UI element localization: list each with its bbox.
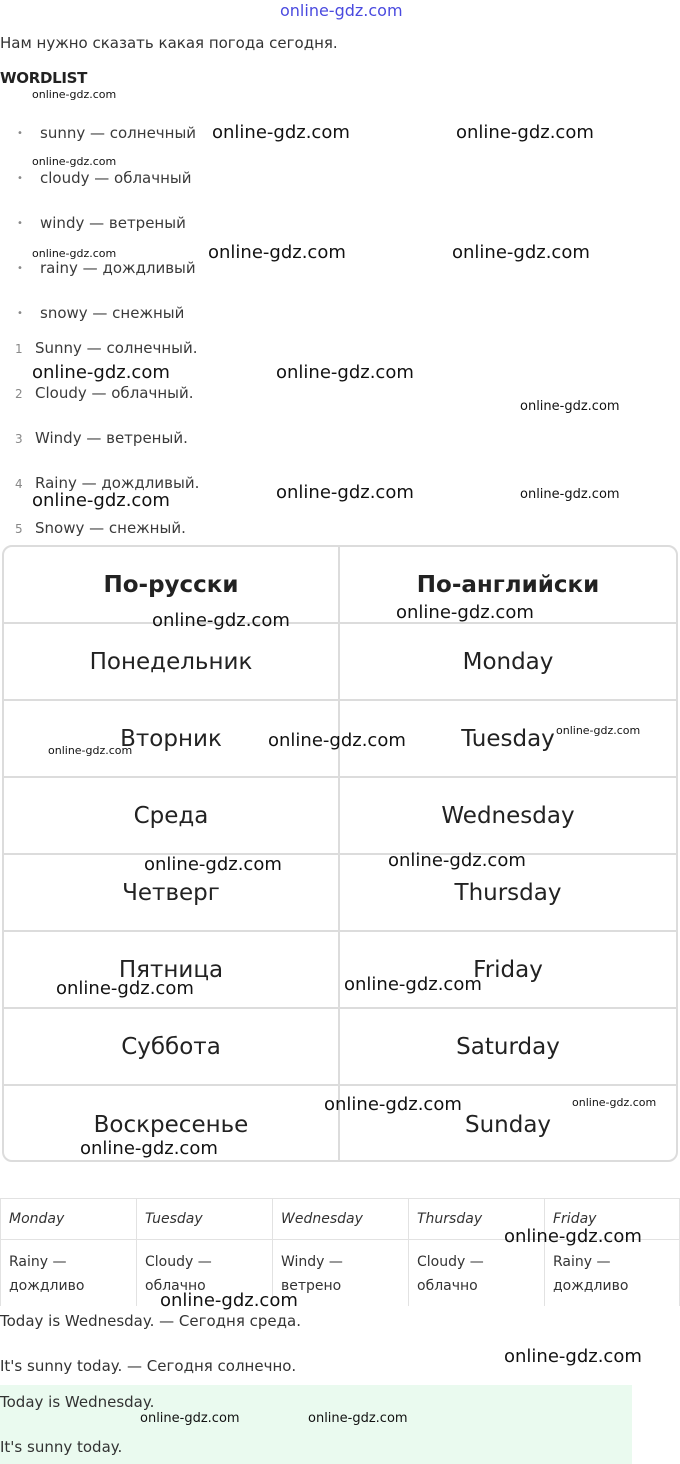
weather-day-header: Wednesday: [273, 1199, 408, 1240]
table-cell: Понедельник: [4, 624, 340, 699]
table-cell: Wednesday: [441, 802, 575, 829]
watermark: online-gdz.com: [388, 850, 526, 871]
watermark: online-gdz.com: [520, 399, 620, 414]
watermark: online-gdz.com: [456, 122, 594, 143]
watermark: online-gdz.com: [32, 247, 117, 260]
table-cell: Saturday: [456, 1033, 560, 1060]
list-number: 4: [15, 477, 23, 491]
bullet-icon: •: [17, 308, 23, 319]
numbered-item: Cloudy — облачный.: [35, 384, 194, 402]
wordlist-item: sunny — солнечный: [40, 124, 197, 142]
watermark: online-gdz.com: [32, 362, 170, 383]
watermark: online-gdz.com: [452, 242, 590, 263]
top-watermark: online-gdz.com: [280, 1, 403, 20]
highlight-line: It's sunny today.: [0, 1438, 123, 1456]
weather-line: Windy —: [281, 1254, 343, 1270]
weather-line: облачно: [145, 1278, 206, 1294]
watermark: online-gdz.com: [268, 730, 406, 751]
watermark: online-gdz.com: [556, 724, 641, 737]
weather-day-header: Thursday: [409, 1199, 544, 1240]
list-number: 3: [15, 432, 23, 446]
days-table: [2, 545, 678, 1162]
weather-column: [0, 1198, 136, 1306]
intro-text: Нам нужно сказать какая погода сегодня.: [0, 34, 338, 52]
watermark: online-gdz.com: [308, 1411, 408, 1426]
watermark: online-gdz.com: [152, 610, 290, 631]
answer-line: It's sunny today. — Сегодня солнечно.: [0, 1357, 297, 1375]
weather-line: ветрено: [281, 1278, 342, 1294]
table-cell: Воскресенье: [4, 1086, 340, 1162]
bullet-icon: •: [17, 263, 23, 274]
watermark: online-gdz.com: [504, 1226, 642, 1247]
watermark: online-gdz.com: [160, 1290, 298, 1311]
watermark: online-gdz.com: [56, 978, 194, 999]
bullet-icon: •: [17, 128, 23, 139]
weather-line: облачно: [417, 1278, 478, 1294]
wordlist-title: WORDLIST: [0, 69, 88, 87]
wordlist-item: windy — ветреный: [40, 214, 186, 232]
watermark: online-gdz.com: [208, 242, 346, 263]
numbered-item: Rainy — дождливый.: [35, 474, 200, 492]
table-header-russian: По-русски: [4, 547, 340, 622]
table-header-english: По-английски: [416, 571, 600, 598]
table-row: [4, 855, 676, 932]
bullet-icon: •: [17, 218, 23, 229]
table-cell: Четверг: [4, 855, 340, 930]
list-number: 5: [15, 522, 23, 536]
watermark: online-gdz.com: [572, 1096, 657, 1109]
weather-day-header: Friday: [545, 1199, 679, 1240]
table-cell: Monday: [462, 648, 554, 675]
watermark: online-gdz.com: [212, 122, 350, 143]
watermark: online-gdz.com: [276, 482, 414, 503]
table-header-row: [4, 547, 676, 624]
watermark: online-gdz.com: [80, 1138, 218, 1159]
table-cell: Friday: [473, 956, 543, 983]
table-row: [4, 624, 676, 701]
watermark: online-gdz.com: [396, 602, 534, 623]
watermark: online-gdz.com: [48, 744, 133, 757]
watermark: online-gdz.com: [324, 1094, 462, 1115]
weather-cell: [545, 1240, 679, 1298]
answer-line: Today is Wednesday. — Сегодня среда.: [0, 1312, 301, 1330]
table-cell: Пятница: [4, 932, 340, 1007]
wordlist-item: snowy — снежный: [40, 304, 185, 322]
watermark: online-gdz.com: [32, 88, 117, 101]
weather-day-header: Monday: [1, 1199, 136, 1240]
weather-column: [408, 1198, 544, 1306]
numbered-item: Sunny — солнечный.: [35, 339, 198, 357]
weather-line: Cloudy —: [417, 1254, 484, 1270]
watermark: online-gdz.com: [520, 487, 620, 502]
watermark: online-gdz.com: [276, 362, 414, 383]
watermark: online-gdz.com: [140, 1411, 240, 1426]
weather-table: [0, 1198, 680, 1306]
numbered-item: Snowy — снежный.: [35, 519, 186, 537]
list-number: 2: [15, 387, 23, 401]
table-cell: Thursday: [454, 879, 562, 906]
highlight-line: Today is Wednesday.: [0, 1393, 155, 1411]
weather-cell: [1, 1240, 136, 1298]
weather-line: дождливо: [553, 1278, 629, 1294]
watermark: online-gdz.com: [144, 854, 282, 875]
watermark: online-gdz.com: [32, 490, 170, 511]
weather-column: [544, 1198, 680, 1306]
weather-cell: [409, 1240, 544, 1298]
weather-line: Rainy —: [9, 1254, 67, 1270]
bullet-icon: •: [17, 173, 23, 184]
watermark: online-gdz.com: [344, 974, 482, 995]
table-cell: Tuesday: [461, 725, 555, 752]
table-row: [4, 778, 676, 855]
wordlist-item: rainy — дождливый: [40, 259, 196, 277]
list-number: 1: [15, 342, 23, 356]
table-cell: Среда: [4, 778, 340, 853]
watermark: online-gdz.com: [32, 155, 117, 168]
table-cell: Sunday: [464, 1111, 552, 1138]
numbered-item: Windy — ветреный.: [35, 429, 188, 447]
watermark: online-gdz.com: [504, 1346, 642, 1367]
table-cell: Суббота: [4, 1009, 340, 1084]
table-cell: Вторник: [4, 701, 340, 776]
weather-line: дождливо: [9, 1278, 85, 1294]
weather-line: Cloudy —: [145, 1254, 212, 1270]
weather-day-header: Tuesday: [137, 1199, 272, 1240]
wordlist-item: cloudy — облачный: [40, 169, 192, 187]
table-row: [4, 1009, 676, 1086]
weather-line: Rainy —: [553, 1254, 611, 1270]
